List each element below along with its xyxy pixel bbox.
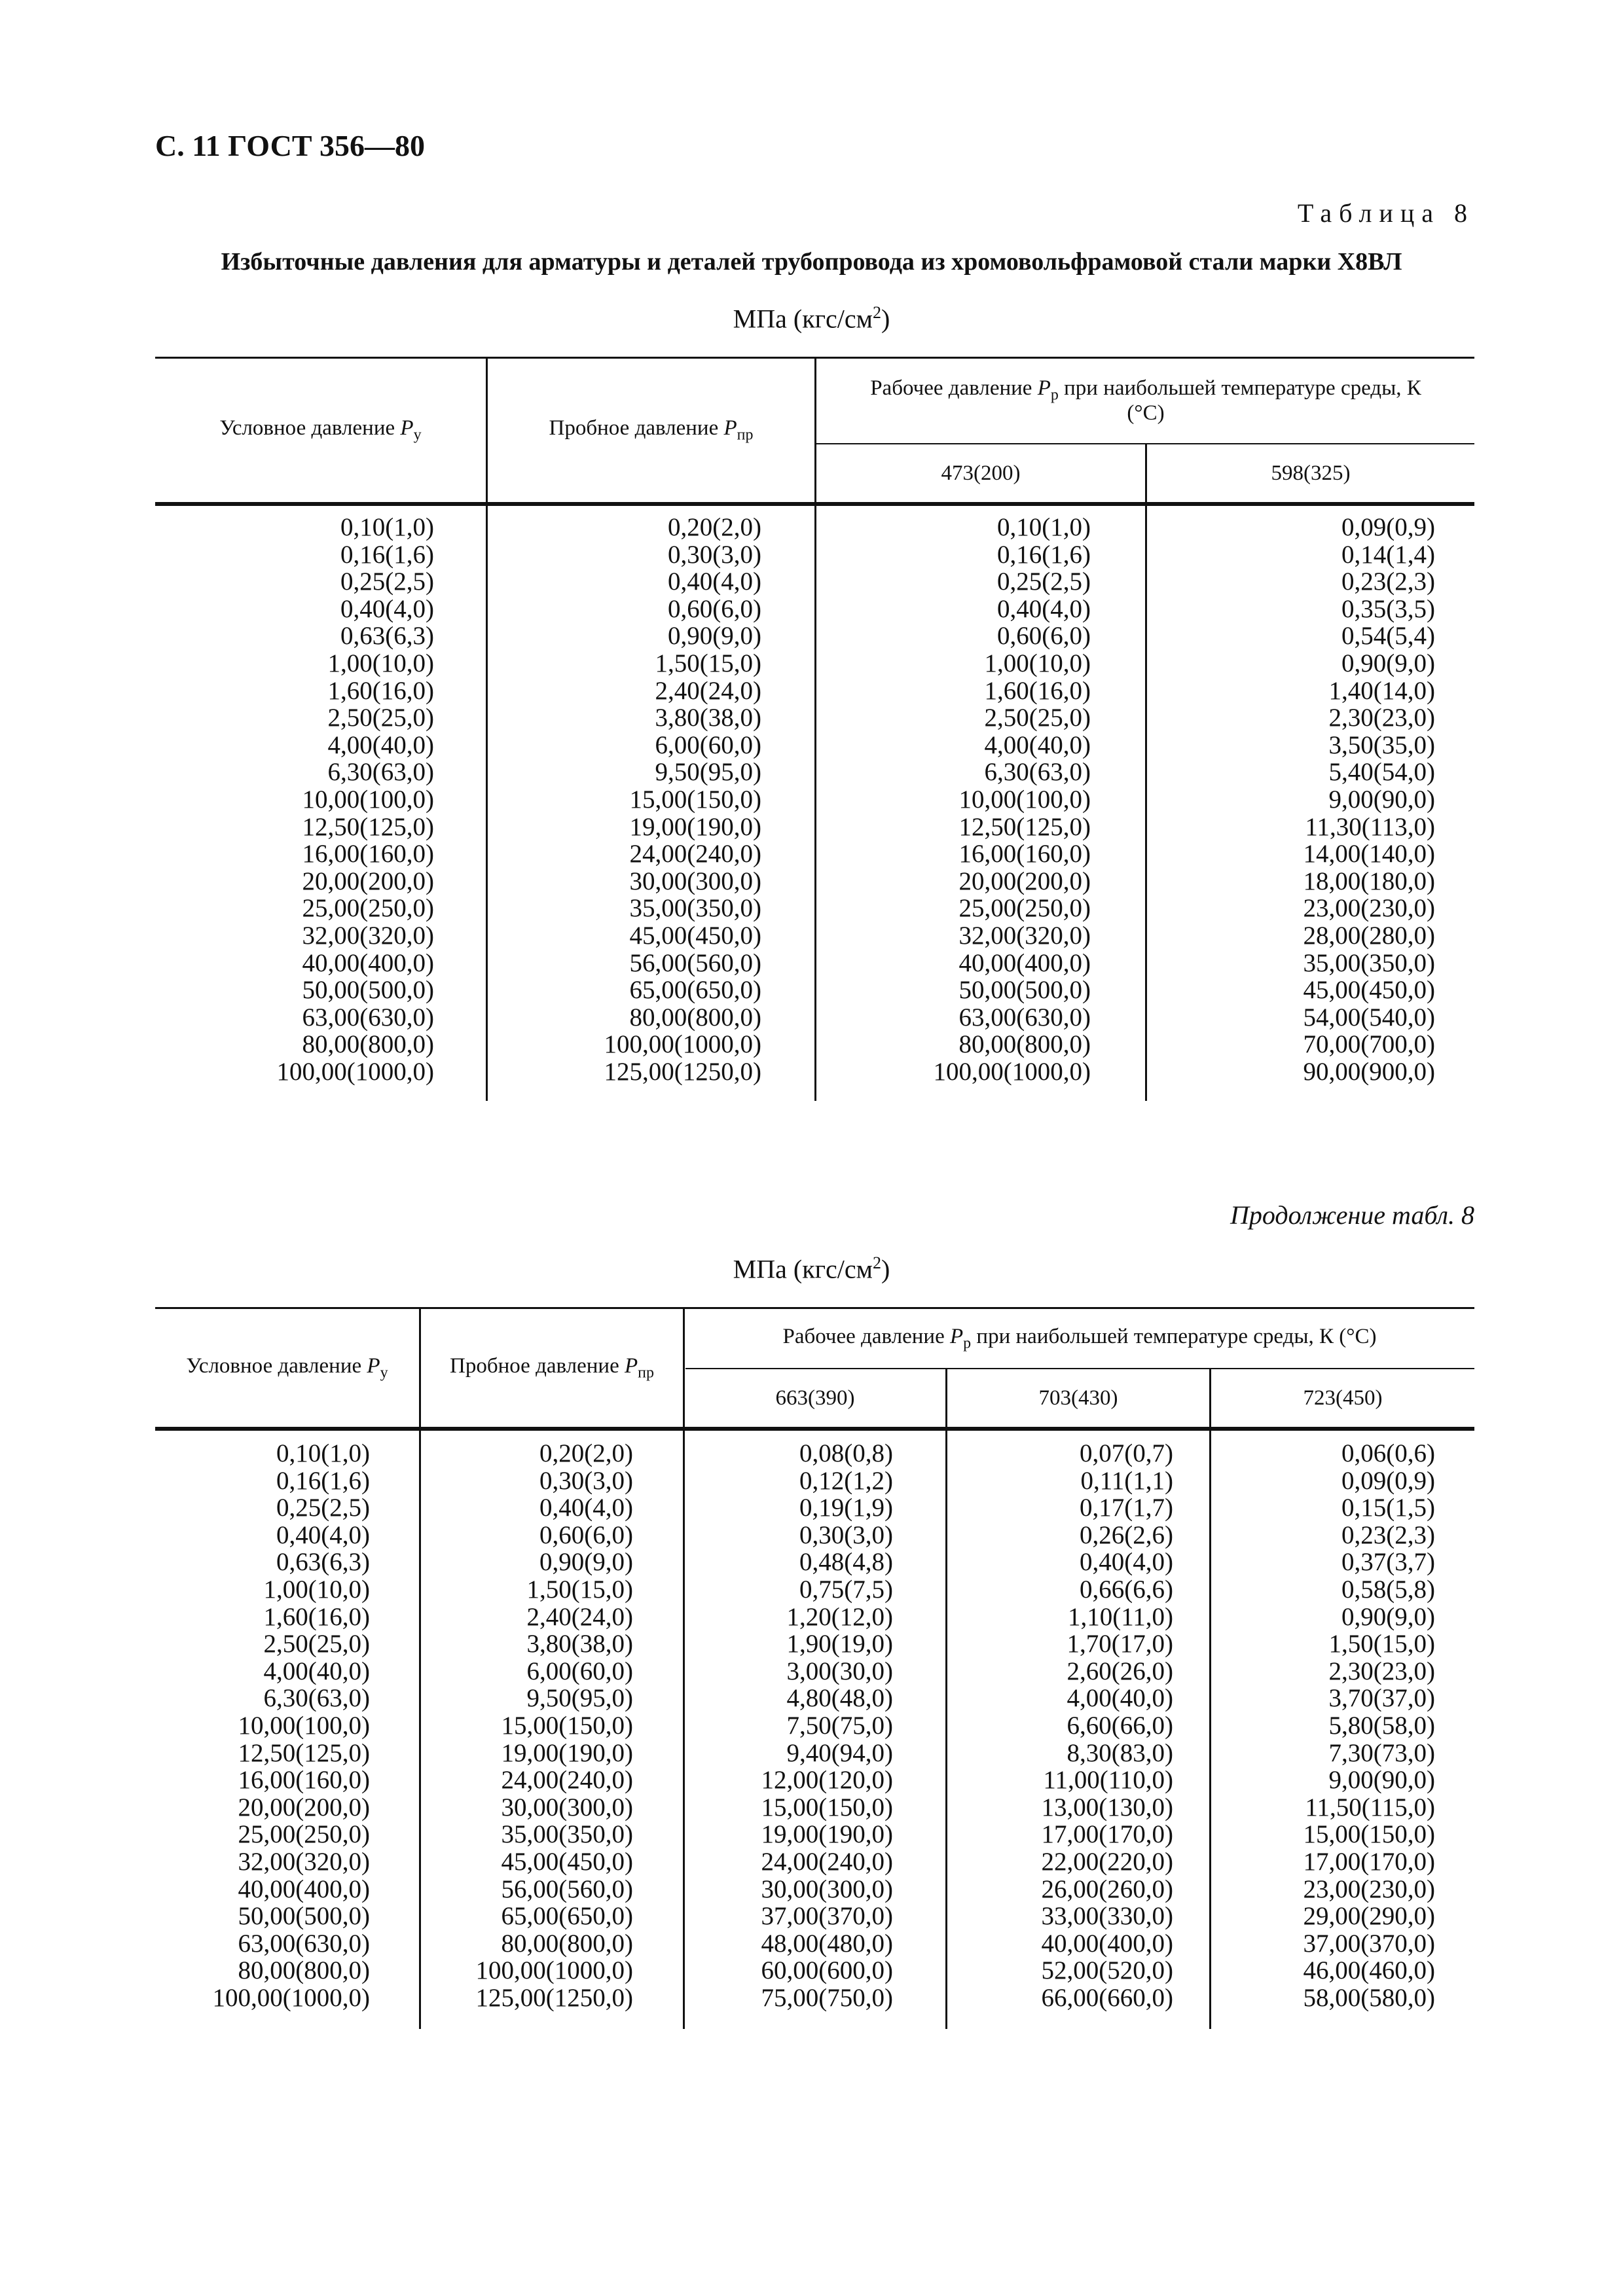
table-cell: 18,00(180,0) (1303, 867, 1435, 895)
table-cell: 100,00(1000,0) (475, 1956, 633, 1985)
table-cell: 0,16(1,6) (997, 540, 1091, 569)
table-cell: 15,00(150,0) (629, 785, 761, 814)
table-cell: 0,26(2,6) (1080, 1520, 1173, 1549)
table-cell: 1,50(15,0) (526, 1575, 633, 1604)
table-cell: 3,70(37,0) (1328, 1684, 1435, 1713)
table-cell: 0,90(9,0) (1341, 1602, 1435, 1631)
table-cell: 0,23(2,3) (1341, 567, 1435, 596)
header-temp-598: 598(325) (1271, 461, 1351, 485)
table-cell: 100,00(1000,0) (212, 1983, 370, 2012)
table-cell: 0,20(2,0) (539, 1439, 633, 1467)
header-temp-663: 663(390) (775, 1386, 855, 1410)
table-cell: 0,40(4,0) (539, 1494, 633, 1522)
table-cell: 65,00(650,0) (501, 1902, 633, 1931)
table-cell: 0,19(1,9) (799, 1494, 893, 1522)
table-cell: 0,09(0,9) (1341, 1466, 1435, 1495)
column-working-723 (1304, 1440, 1435, 2011)
table-cell: 63,00(630,0) (958, 1003, 1091, 1031)
header-nominal-pressure: Условное давление $P_у$ (186, 1354, 388, 1382)
column-working-598 (1304, 514, 1435, 1085)
table-cell: 0,40(4,0) (668, 567, 761, 596)
table-cell: 0,63(6,3) (340, 622, 434, 651)
continuation-label: Продолжение табл. 8 (1230, 1200, 1474, 1230)
table1-divider (1145, 443, 1147, 1101)
table-cell: 30,00(300,0) (501, 1793, 633, 1821)
table-cell: 12,00(120,0) (761, 1766, 893, 1795)
units-label: МПа $(кгс/см^2)$ (733, 1253, 890, 1284)
column-nominal-pressure (213, 1440, 370, 2011)
table-cell: 1,10(11,0) (1067, 1602, 1173, 1631)
table-cell: 1,70(17,0) (1067, 1630, 1173, 1659)
table-cell: 26,00(260,0) (1041, 1874, 1173, 1903)
header-temp-723: 723(450) (1303, 1386, 1383, 1410)
header-working-pressure: Рабочее давление $P_р$ при наибольшей температуре среды, К (°С) (782, 1324, 1377, 1352)
table-cell: 12,50(125,0) (238, 1738, 370, 1767)
table-cell: 0,16(1,6) (340, 540, 434, 569)
table-cell: 33,00(330,0) (1041, 1902, 1173, 1931)
table-cell: 1,60(16,0) (984, 676, 1091, 705)
table-cell: 28,00(280,0) (1303, 921, 1435, 950)
table-cell: 7,50(75,0) (786, 1711, 893, 1740)
table-cell: 0,37(3,7) (1341, 1548, 1435, 1577)
column-working-473 (934, 514, 1091, 1085)
table-cell: 0,66(6,6) (1080, 1575, 1173, 1604)
table-cell: 3,50(35,0) (1328, 730, 1435, 759)
table-cell: 40,00(400,0) (958, 948, 1091, 977)
table-cell: 80,00(800,0) (302, 1030, 434, 1059)
table2-header-rule (155, 1427, 1474, 1431)
table-cell: 125,00(1250,0) (604, 1057, 761, 1086)
table-cell: 6,30(63,0) (263, 1684, 370, 1713)
table-cell: 0,40(4,0) (276, 1520, 370, 1549)
table-cell: 25,00(250,0) (238, 1820, 370, 1849)
table-cell: 0,30(3,0) (539, 1466, 633, 1495)
table-cell: 14,00(140,0) (1303, 840, 1435, 869)
table-cell: 5,80(58,0) (1328, 1711, 1435, 1740)
table-cell: 2,50(25,0) (327, 704, 434, 732)
table-cell: 0,30(3,0) (668, 540, 761, 569)
table-cell: 63,00(630,0) (238, 1929, 370, 1958)
table-cell: 48,00(480,0) (761, 1929, 893, 1958)
table-cell: 0,60(6,0) (997, 622, 1091, 651)
table-cell: 1,40(14,0) (1328, 676, 1435, 705)
table-cell: 2,40(24,0) (655, 676, 761, 705)
column-test-pressure (476, 1440, 633, 2011)
table-cell: 9,00(90,0) (1328, 1766, 1435, 1795)
table-cell: 30,00(300,0) (761, 1874, 893, 1903)
table-cell: 1,60(16,0) (327, 676, 434, 705)
table-cell: 0,15(1,5) (1341, 1494, 1435, 1522)
table-cell: 4,00(40,0) (327, 730, 434, 759)
table-cell: 16,00(160,0) (238, 1766, 370, 1795)
table-cell: 15,00(150,0) (761, 1793, 893, 1821)
table-cell: 32,00(320,0) (958, 921, 1091, 950)
table-cell: 0,23(2,3) (1341, 1520, 1435, 1549)
page-header: С. 11 ГОСТ 356—80 (155, 129, 426, 162)
table-cell: 0,63(6,3) (276, 1548, 370, 1577)
table-cell: 1,00(10,0) (984, 649, 1091, 677)
table-cell: 20,00(200,0) (238, 1793, 370, 1821)
header-temp-703: 703(430) (1038, 1386, 1118, 1410)
table-cell: 24,00(240,0) (629, 840, 761, 869)
table-cell: 58,00(580,0) (1303, 1983, 1435, 2012)
table-cell: 2,40(24,0) (526, 1602, 633, 1631)
table-cell: 5,40(54,0) (1328, 758, 1435, 787)
table-cell: 4,00(40,0) (984, 730, 1091, 759)
table-cell: 24,00(240,0) (501, 1766, 633, 1795)
table-cell: 45,00(450,0) (501, 1847, 633, 1876)
table-cell: 0,25(2,5) (276, 1494, 370, 1522)
table-cell: 0,40(4,0) (997, 594, 1091, 623)
table-cell: 12,50(125,0) (302, 812, 434, 841)
table-cell: 56,00(560,0) (629, 948, 761, 977)
table-cell: 54,00(540,0) (1303, 1003, 1435, 1031)
table-cell: 16,00(160,0) (958, 840, 1091, 869)
table-cell: 1,20(12,0) (786, 1602, 893, 1631)
table-cell: 6,00(60,0) (655, 730, 761, 759)
table-cell: 30,00(300,0) (629, 867, 761, 895)
table-cell: 4,80(48,0) (786, 1684, 893, 1713)
table-cell: 35,00(350,0) (501, 1820, 633, 1849)
table-cell: 50,00(500,0) (238, 1902, 370, 1931)
table-cell: 0,60(6,0) (539, 1520, 633, 1549)
table-cell: 0,17(1,7) (1080, 1494, 1173, 1522)
table-cell: 10,00(100,0) (958, 785, 1091, 814)
table-cell: 11,30(113,0) (1305, 812, 1435, 841)
table-cell: 10,00(100,0) (302, 785, 434, 814)
table-cell: 0,48(4,8) (799, 1548, 893, 1577)
table-cell: 1,50(15,0) (1328, 1630, 1435, 1659)
table-cell: 0,90(9,0) (539, 1548, 633, 1577)
table2-divider (945, 1368, 947, 2029)
table-cell: 9,50(95,0) (655, 758, 761, 787)
table-cell: 29,00(290,0) (1303, 1902, 1435, 1931)
table-cell: 35,00(350,0) (1303, 948, 1435, 977)
table-cell: 125,00(1250,0) (475, 1983, 633, 2012)
table-cell: 2,30(23,0) (1328, 704, 1435, 732)
table-cell: 50,00(500,0) (302, 976, 434, 1005)
table-cell: 37,00(370,0) (1303, 1929, 1435, 1958)
table-label: Таблица 8 (1297, 198, 1474, 228)
table-cell: 0,35(3,5) (1341, 594, 1435, 623)
table-cell: 100,00(1000,0) (933, 1057, 1091, 1086)
table-cell: 0,75(7,5) (799, 1575, 893, 1604)
header-test-pressure: Пробное давление $P_{пр}$ (449, 1354, 654, 1382)
table-cell: 12,50(125,0) (958, 812, 1091, 841)
table-cell: 6,30(63,0) (984, 758, 1091, 787)
table-cell: 20,00(200,0) (958, 867, 1091, 895)
table-cell: 19,00(190,0) (761, 1820, 893, 1849)
table-cell: 35,00(350,0) (629, 894, 761, 923)
table-cell: 80,00(800,0) (958, 1030, 1091, 1059)
table-cell: 16,00(160,0) (302, 840, 434, 869)
table-cell: 37,00(370,0) (761, 1902, 893, 1931)
table-cell: 3,80(38,0) (526, 1630, 633, 1659)
table-cell: 0,40(4,0) (340, 594, 434, 623)
table-cell: 0,11(1,1) (1080, 1466, 1173, 1495)
table-title: Избыточные давления для арматуры и деталей трубопровода из хромовольфрамовой стали марки Х8ВЛ (221, 248, 1402, 276)
column-nominal-pressure (277, 514, 434, 1085)
table-cell: 45,00(450,0) (629, 921, 761, 950)
table-cell: 1,90(19,0) (786, 1630, 893, 1659)
table-cell: 65,00(650,0) (629, 976, 761, 1005)
table-cell: 4,00(40,0) (1067, 1684, 1173, 1713)
table-cell: 0,07(0,7) (1080, 1439, 1173, 1467)
table-cell: 0,14(1,4) (1341, 540, 1435, 569)
table-cell: 22,00(220,0) (1041, 1847, 1173, 1876)
table-cell: 15,00(150,0) (501, 1711, 633, 1740)
table-cell: 9,50(95,0) (526, 1684, 633, 1713)
table-cell: 32,00(320,0) (238, 1847, 370, 1876)
table-cell: 0,40(4,0) (1080, 1548, 1173, 1577)
table-cell: 15,00(150,0) (1303, 1820, 1435, 1849)
table-cell: 19,00(190,0) (501, 1738, 633, 1767)
table-cell: 2,50(25,0) (984, 704, 1091, 732)
table-cell: 3,80(38,0) (655, 704, 761, 732)
table-cell: 23,00(230,0) (1303, 1874, 1435, 1903)
table-cell: 25,00(250,0) (302, 894, 434, 923)
table-cell: 0,25(2,5) (997, 567, 1091, 596)
column-working-703 (1042, 1440, 1173, 2011)
table-cell: 11,50(115,0) (1305, 1793, 1435, 1821)
header-nominal-pressure: Условное давление $P_у$ (219, 416, 422, 444)
table-cell: 0,06(0,6) (1341, 1439, 1435, 1467)
table-cell: 45,00(450,0) (1303, 976, 1435, 1005)
table-cell: 17,00(170,0) (1041, 1820, 1173, 1849)
header-test-pressure: Пробное давление $P_{пр}$ (549, 416, 754, 444)
table-cell: 3,00(30,0) (786, 1657, 893, 1685)
table-cell: 75,00(750,0) (761, 1983, 893, 2012)
table-cell: 0,90(9,0) (1341, 649, 1435, 677)
table-cell: 60,00(600,0) (761, 1956, 893, 1985)
table-cell: 25,00(250,0) (958, 894, 1091, 923)
table-cell: 0,10(1,0) (276, 1439, 370, 1467)
table-cell: 0,58(5,8) (1341, 1575, 1435, 1604)
table-cell: 9,40(94,0) (786, 1738, 893, 1767)
units-label: МПа $(кгс/см^2)$ (733, 303, 890, 334)
table-cell: 52,00(520,0) (1041, 1956, 1173, 1985)
table-cell: 17,00(170,0) (1303, 1847, 1435, 1876)
table-cell: 70,00(700,0) (1303, 1030, 1435, 1059)
table-cell: 0,90(9,0) (668, 622, 761, 651)
table-cell: 46,00(460,0) (1303, 1956, 1435, 1985)
table-cell: 7,30(73,0) (1328, 1738, 1435, 1767)
table-cell: 80,00(800,0) (238, 1956, 370, 1985)
table-cell: 2,50(25,0) (263, 1630, 370, 1659)
table-cell: 4,00(40,0) (263, 1657, 370, 1685)
table2-divider (1209, 1368, 1211, 2029)
header-working-pressure: Рабочее давление $P_р$ при наибольшей температуре среды, К (°С) (870, 376, 1421, 425)
table-cell: 6,00(60,0) (526, 1657, 633, 1685)
table-cell: 40,00(400,0) (302, 948, 434, 977)
table-cell: 19,00(190,0) (629, 812, 761, 841)
table-cell: 63,00(630,0) (302, 1003, 434, 1031)
table-cell: 56,00(560,0) (501, 1874, 633, 1903)
table-cell: 40,00(400,0) (1041, 1929, 1173, 1958)
table-cell: 10,00(100,0) (238, 1711, 370, 1740)
table-cell: 80,00(800,0) (629, 1003, 761, 1031)
table-cell: 24,00(240,0) (761, 1847, 893, 1876)
table-cell: 32,00(320,0) (302, 921, 434, 950)
table-cell: 2,60(26,0) (1067, 1657, 1173, 1685)
table-cell: 2,30(23,0) (1328, 1657, 1435, 1685)
table-cell: 100,00(1000,0) (276, 1057, 434, 1086)
table-cell: 11,00(110,0) (1043, 1766, 1173, 1795)
table-cell: 90,00(900,0) (1303, 1057, 1435, 1086)
table-cell: 40,00(400,0) (238, 1874, 370, 1903)
table-cell: 0,10(1,0) (340, 513, 434, 541)
table-cell: 80,00(800,0) (501, 1929, 633, 1958)
table-cell: 0,16(1,6) (276, 1466, 370, 1495)
table-cell: 0,10(1,0) (997, 513, 1091, 541)
table-cell: 6,30(63,0) (327, 758, 434, 787)
table-cell: 0,09(0,9) (1341, 513, 1435, 541)
table-cell: 8,30(83,0) (1067, 1738, 1173, 1767)
table-cell: 0,30(3,0) (799, 1520, 893, 1549)
table-cell: 0,12(1,2) (799, 1466, 893, 1495)
table-cell: 0,54(5,4) (1341, 622, 1435, 651)
header-temp-473: 473(200) (941, 461, 1021, 485)
table-cell: 0,60(6,0) (668, 594, 761, 623)
column-test-pressure (604, 514, 761, 1085)
table-cell: 23,00(230,0) (1303, 894, 1435, 923)
table-cell: 9,00(90,0) (1328, 785, 1435, 814)
table-cell: 13,00(130,0) (1041, 1793, 1173, 1821)
table-cell: 100,00(1000,0) (604, 1030, 761, 1059)
table-cell: 6,60(66,0) (1067, 1711, 1173, 1740)
table-cell: 1,00(10,0) (327, 649, 434, 677)
table-cell: 1,50(15,0) (655, 649, 761, 677)
table-cell: 0,20(2,0) (668, 513, 761, 541)
table-cell: 50,00(500,0) (958, 976, 1091, 1005)
table-cell: 66,00(660,0) (1041, 1983, 1173, 2012)
table-cell: 0,08(0,8) (799, 1439, 893, 1467)
table-cell: 1,60(16,0) (263, 1602, 370, 1631)
table-cell: 1,00(10,0) (263, 1575, 370, 1604)
column-working-663 (761, 1440, 893, 2011)
table-cell: 20,00(200,0) (302, 867, 434, 895)
table-cell: 0,25(2,5) (340, 567, 434, 596)
